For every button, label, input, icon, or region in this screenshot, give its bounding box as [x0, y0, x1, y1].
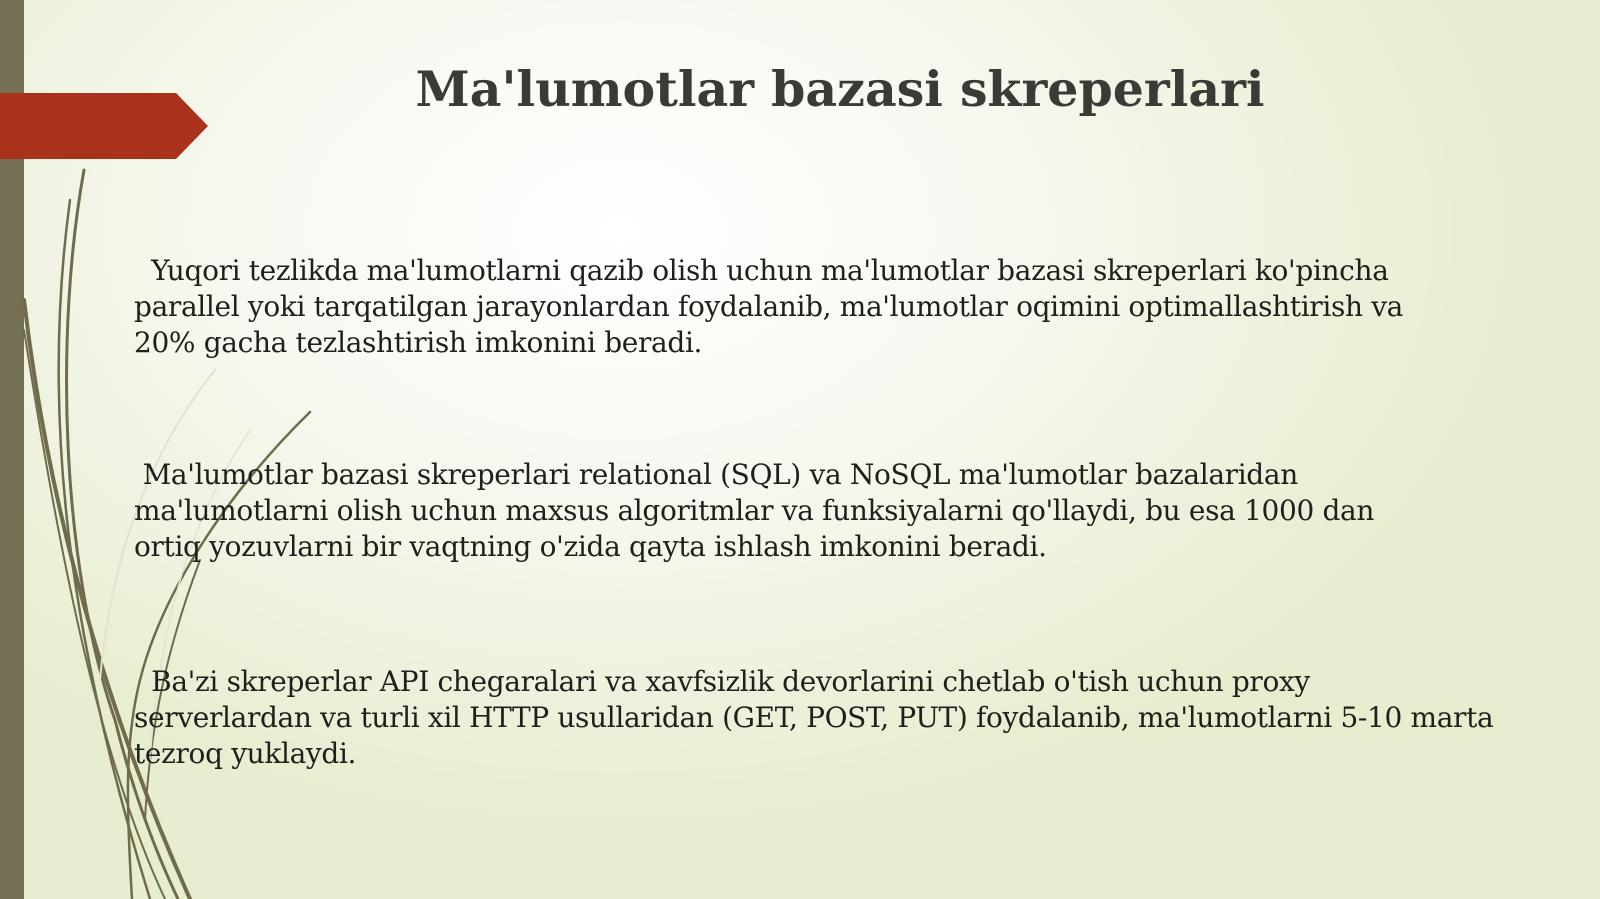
paragraph-2: Ma'lumotlar bazasi skreperlari relational (SQL) va NoSQL ma'lumotlar bazalaridan ma'lumotlarni olish uchun maxsus algoritmlar va funksiyalarni qo'llaydi, bu esa 1000 dan ortiq yozuvlarni bir vaqtning o'zida qayta ishlash imkonini beradi. — [134, 458, 1375, 563]
arrow-tag-icon — [0, 93, 208, 159]
paragraph-3: Ba'zi skreperlar API chegaralari va xavfsizlik devorlarini chetlab o'tish uchun proxy serverlardan va turli xil HTTP usullaridan (GET, POST, PUT) foydalanib, ma'lumotlarni 5-10 marta tezroq yuklaydi. — [134, 665, 1494, 770]
slide-title: Ma'lumotlar bazasi skreperlari — [415, 60, 1265, 118]
paragraph-1: Yuqori tezlikda ma'lumotlarni qazib olish uchun ma'lumotlar bazasi skreperlari ko'pincha parallel yoki tarqatilgan jarayonlardan foydalanib, ma'lumotlar oqimini optimallashtirish va 20% gacha tezlashtirish imkonini beradi. — [134, 254, 1404, 359]
